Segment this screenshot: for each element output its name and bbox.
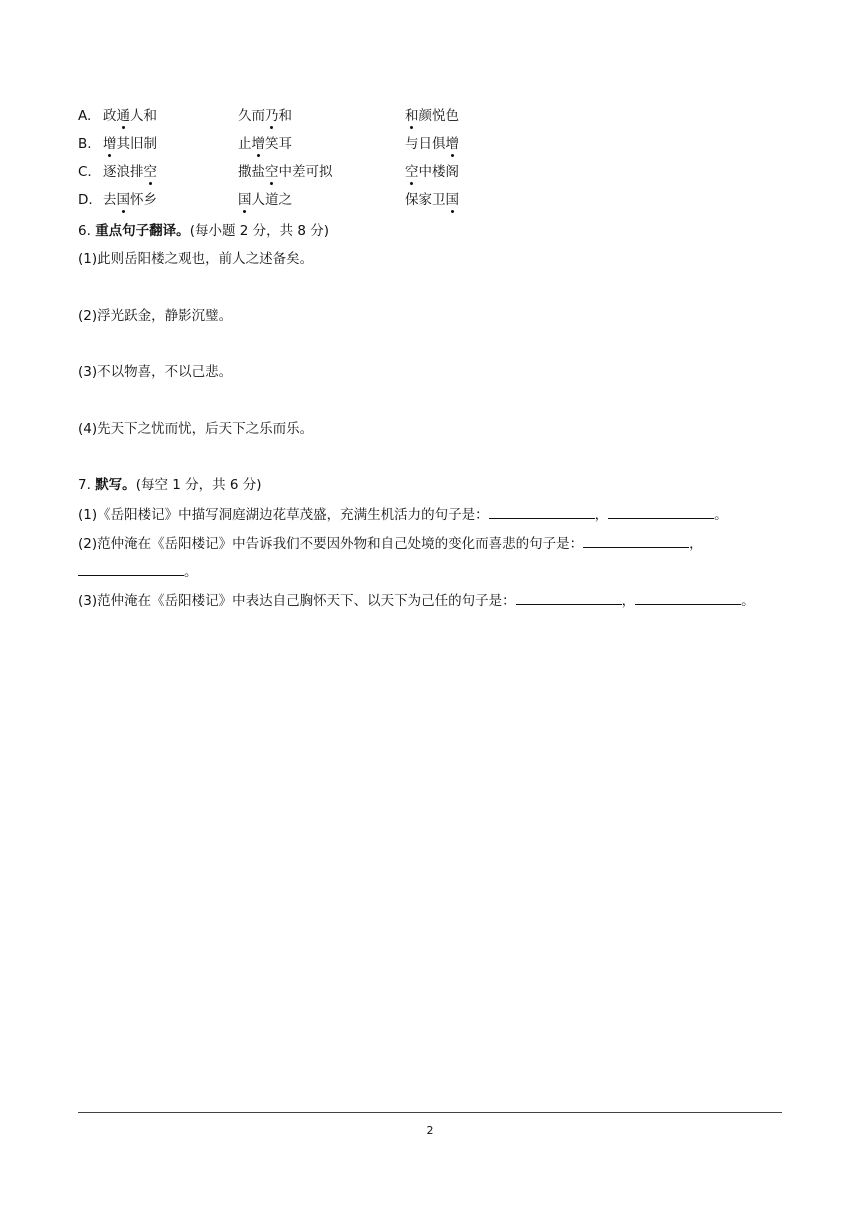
option-phrase: 与日俱增	[405, 136, 459, 152]
separator: ，	[621, 593, 636, 609]
emphasis-char: 空	[405, 164, 419, 180]
question-title: 重点句子翻译。	[95, 223, 190, 239]
dictation-item-1	[78, 504, 728, 524]
option-phrase: 国人道之	[238, 192, 292, 208]
option-letter: B.	[78, 136, 92, 152]
end-mark: 。	[184, 564, 198, 580]
option-phrase: 撒盐空中差可拟	[238, 164, 333, 180]
answer-blank[interactable]	[516, 590, 622, 605]
separator: ，	[689, 536, 703, 552]
answer-blank[interactable]	[583, 533, 689, 548]
answer-blank[interactable]	[489, 504, 595, 519]
option-letter: D.	[78, 192, 93, 208]
option-phrase: 保家卫国	[405, 192, 459, 208]
emphasis-char: 国	[116, 192, 130, 208]
page-number: 2	[426, 1124, 434, 1137]
option-row-c	[78, 162, 798, 182]
emphasis-char: 空	[143, 164, 157, 180]
option-row-a	[78, 106, 798, 126]
dictation-prompt: (1)《岳阳楼记》中描写洞庭湖边花草茂盛，充满生机活力的句子是：	[78, 507, 489, 523]
question-number: 6.	[78, 223, 91, 239]
emphasis-char: 国	[238, 192, 252, 208]
option-phrase: 政通人和	[103, 108, 157, 124]
option-phrase: 增其旧制	[103, 136, 157, 152]
answer-blank[interactable]	[635, 590, 741, 605]
question-6-heading	[78, 221, 329, 241]
translation-item-4: (4)先天下之忧而忧，后天下之乐而乐。	[78, 421, 314, 437]
translation-item-3: (3)不以物喜，不以己悲。	[78, 364, 233, 380]
dictation-prompt: (2)范仲淹在《岳阳楼记》中告诉我们不要因外物和自己处境的变化而喜悲的句子是：	[78, 536, 584, 552]
option-letter: C.	[78, 164, 92, 180]
question-title: 默写。	[95, 477, 136, 493]
emphasis-char: 空	[265, 164, 279, 180]
emphasis-char: 和	[405, 108, 419, 124]
option-phrase: 逐浪排空	[103, 164, 157, 180]
translation-item-1: (1)此则岳阳楼之观也，前人之述备矣。	[78, 251, 314, 267]
end-mark: 。	[714, 507, 728, 523]
emphasis-char: 国	[445, 192, 459, 208]
emphasis-char: 增	[251, 136, 265, 152]
option-letter: A.	[78, 108, 92, 124]
answer-blank[interactable]	[608, 504, 714, 519]
footer-divider	[78, 1112, 782, 1113]
option-phrase: 久而乃和	[238, 108, 292, 124]
option-phrase: 空中楼阁	[405, 164, 459, 180]
dictation-item-3	[78, 590, 755, 610]
answer-blank[interactable]	[78, 561, 184, 576]
option-row-d	[78, 190, 798, 210]
translation-item-2: (2)浮光跃金，静影沉璧。	[78, 308, 233, 324]
option-row-b	[78, 134, 798, 154]
emphasis-char: 增	[103, 136, 117, 152]
separator: ，	[594, 507, 609, 523]
question-number: 7.	[78, 477, 91, 493]
option-phrase: 止增笑耳	[238, 136, 292, 152]
emphasis-char: 乃	[265, 108, 279, 124]
dictation-item-2-cont	[78, 561, 198, 581]
emphasis-char: 通	[116, 108, 130, 124]
end-mark: 。	[741, 593, 755, 609]
question-score: (每小题 2 分，共 8 分)	[189, 223, 330, 239]
question-7-heading	[78, 475, 262, 495]
dictation-item-2	[78, 533, 703, 553]
option-phrase: 和颜悦色	[405, 108, 459, 124]
dictation-prompt: (3)范仲淹在《岳阳楼记》中表达自己胸怀天下、以天下为己任的句子是：	[78, 593, 516, 609]
emphasis-char: 增	[445, 136, 459, 152]
option-phrase: 去国怀乡	[103, 192, 157, 208]
question-score: (每空 1 分，共 6 分)	[135, 477, 262, 493]
